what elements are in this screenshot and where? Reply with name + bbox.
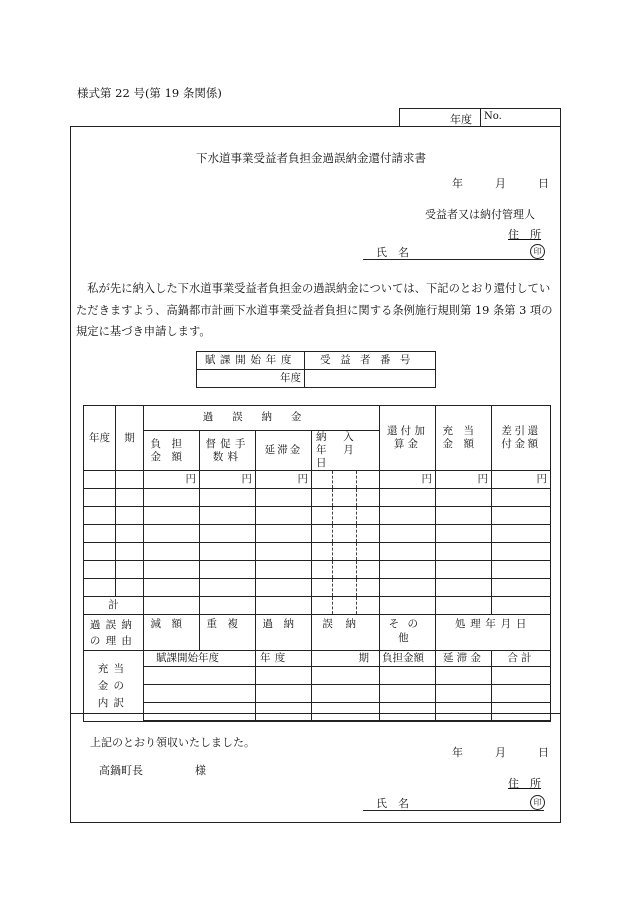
applicant-role: 受益者又は納付管理人 — [425, 208, 535, 221]
sub-period-header: 期 — [312, 651, 380, 667]
receipt-address-label: 住 所 — [508, 777, 541, 790]
info-table — [196, 351, 436, 388]
reason-label: 過誤納の理由 — [84, 615, 144, 651]
table-row — [84, 489, 551, 507]
receipt-text: 上記のとおり領収いたしました。 — [90, 736, 255, 749]
start-year-cell[interactable]: 年度 — [197, 370, 305, 388]
applicant-address-label: 住 所 — [508, 228, 541, 241]
col-dunning-fee-header: 督促手数料 — [200, 431, 256, 471]
total-label: 計 — [84, 597, 144, 615]
receipt-date-day: 日 — [538, 746, 549, 759]
col-net-refund-header: 差引還付金額 — [492, 406, 551, 471]
table-row — [84, 703, 551, 721]
reason-overpaid[interactable]: 過納 — [256, 615, 312, 651]
applicant-name-field[interactable] — [363, 244, 544, 260]
date-day-label: 日 — [538, 177, 549, 190]
year-no-box — [399, 108, 561, 127]
table-row — [84, 543, 551, 561]
table-row — [84, 471, 551, 489]
table-row — [84, 667, 551, 685]
sub-year-header: 年度 — [256, 651, 312, 667]
seal-icon: 印 — [530, 795, 545, 810]
unit-yen: 円 — [200, 471, 256, 489]
table-row — [84, 685, 551, 703]
total-row — [84, 597, 551, 615]
table-row — [84, 561, 551, 579]
mayor-label: 高鍋町長 — [99, 764, 143, 777]
seal-icon: 印 — [530, 244, 545, 259]
honorific-label: 様 — [195, 764, 206, 777]
appropriation-label: 充当金の内訳 — [84, 651, 144, 722]
appropriation-header-row — [84, 651, 551, 667]
reason-row — [84, 615, 551, 651]
reason-wrongpaid[interactable]: 誤納 — [312, 615, 380, 651]
beneficiary-no-cell[interactable] — [305, 370, 436, 388]
unit-yen: 円 — [144, 471, 200, 489]
col-payment-date-header: 納入年月日 — [312, 431, 380, 471]
receipt-date — [452, 744, 549, 760]
col-appropriation-header: 充当金額 — [436, 406, 492, 471]
reason-other[interactable]: その他 — [380, 615, 436, 651]
col-late-fee-header: 延滞金 — [256, 431, 312, 471]
reason-duplicate[interactable]: 重複 — [200, 615, 256, 651]
overpayment-group-header: 過誤納金 — [144, 406, 380, 431]
unit-yen: 円 — [492, 471, 551, 489]
request-date — [452, 175, 549, 191]
form-title: 下水道事業受益者負担金過誤納金還付請求書 — [196, 151, 426, 165]
unit-yen: 円 — [256, 471, 312, 489]
form-number: 様式第 22 号(第 19 条関係) — [77, 86, 222, 100]
sub-burden-header: 負担金額 — [380, 651, 436, 667]
reason-reduction[interactable]: 減額 — [144, 615, 200, 651]
receipt-name-field[interactable] — [363, 795, 544, 811]
request-body-text: 私が先に納入した下水道事業受益者負担金の過誤納金については、下記のとおり還付していただきますよう、高鍋都市計画下水道事業受益者負担に関する条例施行規則第 19 条第 3 項の規定に基づき申請します。 — [76, 282, 553, 338]
sub-start-year-header: 賦課開始年度 — [144, 651, 256, 667]
col-period-header: 期 — [116, 406, 144, 471]
processing-date[interactable]: 処理年月日 — [436, 615, 551, 651]
receipt-name-label: 氏 名 — [376, 797, 409, 810]
unit-yen: 円 — [380, 471, 436, 489]
col-burden-amount-header: 負担金額 — [144, 431, 200, 471]
applicant-name-label: 氏 名 — [376, 246, 409, 259]
table-row — [84, 525, 551, 543]
receipt-date-month: 月 — [495, 746, 506, 759]
year-no-no-label: No. — [484, 111, 502, 122]
col-refund-interest-header: 還付加算金 — [380, 406, 436, 471]
sub-total-header: 合計 — [492, 651, 551, 667]
beneficiary-no-header: 受益者番号 — [305, 352, 436, 370]
table-row — [84, 507, 551, 525]
overpayment-table — [83, 405, 551, 722]
unit-yen: 円 — [436, 471, 492, 489]
date-month-label: 月 — [495, 177, 506, 190]
receipt-date-year: 年 — [452, 746, 463, 759]
date-year-label: 年 — [452, 177, 463, 190]
start-year-header: 賦課開始年度 — [197, 352, 305, 370]
col-year-header: 年度 — [84, 406, 116, 471]
table-row — [84, 579, 551, 597]
sub-late-fee-header: 延滞金 — [436, 651, 492, 667]
year-no-year-label: 年度 — [450, 113, 472, 126]
table-row — [84, 721, 551, 722]
